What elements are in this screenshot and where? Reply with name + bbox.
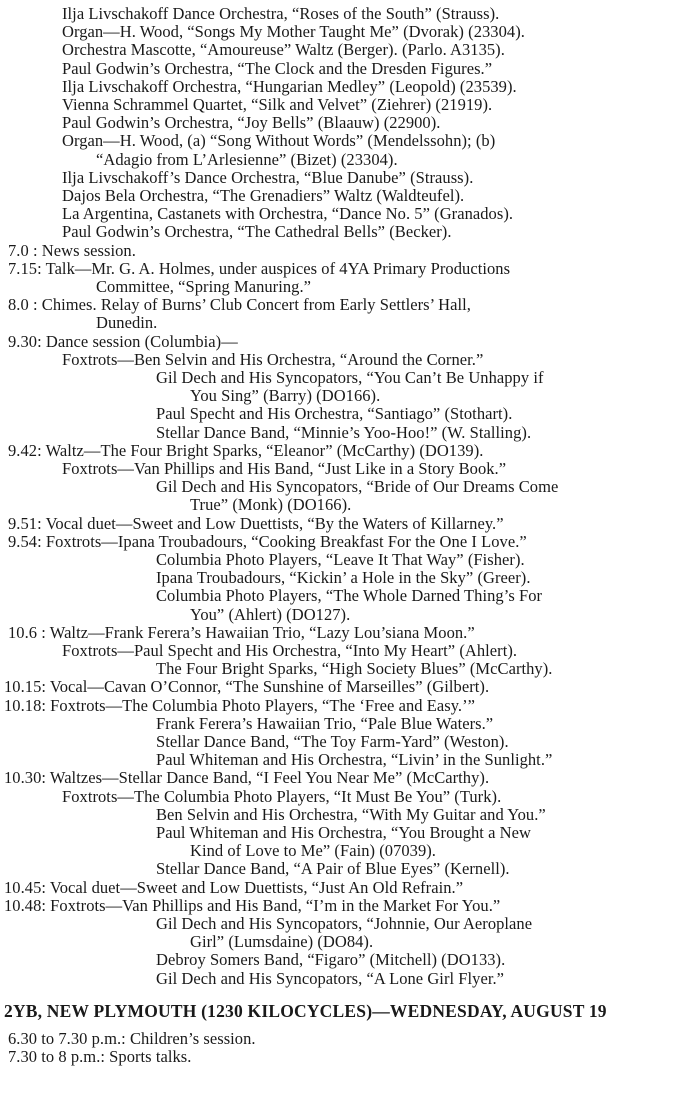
schedule-line: 10.18: Foxtrots—The Columbia Photo Players, “The ‘Free and Easy.’” [4, 695, 476, 715]
schedule-line: Paul Specht and His Orchestra, “Santiago” (Stothart). [156, 404, 513, 424]
schedule-line: Foxtrots—The Columbia Photo Players, “It Must Be You” (Turk). [62, 786, 502, 806]
schedule-line: Frank Ferera’s Hawaiian Trio, “Pale Blue Waters.” [156, 713, 494, 733]
schedule-line: Gil Dech and His Syncopators, “Bride of Our Dreams Come [156, 477, 559, 497]
programme-line: Ilja Livschakoff Dance Orchestra, “Roses of the South” (Strauss). [62, 4, 500, 23]
schedule-line: 10.15: Vocal—Cavan O’Connor, “The Sunshine of Marseilles” (Gilbert). [4, 677, 490, 697]
schedule-line: Dunedin. [96, 313, 158, 333]
schedule-line: 10.30: Waltzes—Stellar Dance Band, “I Feel You Near Me” (McCarthy). [4, 768, 490, 788]
schedule-line: Foxtrots—Paul Specht and His Orchestra, “Into My Heart” (Ahlert). [62, 641, 518, 660]
schedule-line: 9.42: Waltz—The Four Bright Sparks, “Eleanor” (McCarthy) (DO139). [8, 440, 484, 460]
schedule-line: Gil Dech and His Syncopators, “Johnnie, Our Aeroplane [156, 914, 533, 933]
schedule-line: Paul Whiteman and His Orchestra, “Livin’ in the Sunlight.” [156, 750, 553, 770]
schedule-line: 7.0 : News session. [8, 240, 136, 260]
schedule-line: Kind of Love to Me” (Fain) (07039). [190, 841, 436, 861]
programme-line: Paul Godwin’s Orchestra, “The Cathedral Bells” (Becker). [62, 222, 452, 242]
schedule-line: 9.54: Foxtrots—Ipana Troubadours, “Cooking Breakfast For the One I Love.” [8, 531, 527, 551]
schedule-line: Stellar Dance Band, “Minnie’s Yoo-Hoo!” (W. Stalling). [156, 422, 532, 442]
schedule-line: Girl” (Lumsdaine) (DO84). [190, 932, 374, 952]
schedule-line: The Four Bright Sparks, “High Society Blues” (McCarthy). [156, 659, 553, 679]
schedule-line: Paul Whiteman and His Orchestra, “You Brought a New [156, 823, 531, 842]
programme-line: Ilja Livschakoff Orchestra, “Hungarian Medley” (Leopold) (23539). [62, 76, 517, 96]
footer-line: 6.30 to 7.30 p.m.: Children’s session. [8, 1029, 256, 1048]
programme-line: Ilja Livschakoff’s Dance Orchestra, “Blue Danube” (Strauss). [62, 167, 474, 187]
schedule-line: 10.45: Vocal duet—Sweet and Low Duettists, “Just An Old Refrain.” [4, 877, 464, 897]
schedule-line: Columbia Photo Players, “The Whole Darned Thing’s For [156, 586, 543, 606]
schedule-line: Foxtrots—Ben Selvin and His Orchestra, “Around the Corner.” [62, 349, 484, 369]
programme-line: Paul Godwin’s Orchestra, “The Clock and the Dresden Figures.” [62, 58, 493, 78]
schedule-line: 10.48: Foxtrots—Van Phillips and His Band, “I’m in the Market For You.” [4, 895, 501, 915]
footer-line: 7.30 to 8 p.m.: Sports talks. [8, 1047, 192, 1067]
schedule-line: Gil Dech and His Syncopators, “You Can’t Be Unhappy if [156, 368, 544, 387]
schedule-line: 9.30: Dance session (Columbia)— [8, 331, 238, 351]
schedule-line: Stellar Dance Band, “A Pair of Blue Eyes” (Kernell). [156, 859, 510, 879]
programme-line: Paul Godwin’s Orchestra, “Joy Bells” (Blaauw) (22900). [62, 113, 441, 133]
programme-line: Organ—H. Wood, (a) “Song Without Words” (Mendelssohn); (b) [62, 131, 496, 151]
programme-line: “Adagio from L’Arlesienne” (Bizet) (23304). [96, 149, 398, 169]
schedule-line: 8.0 : Chimes. Relay of Burns’ Club Concert from Early Settlers’ Hall, [8, 295, 471, 315]
programme-line: Dajos Bela Orchestra, “The Grenadiers” Waltz (Waldteufel). [62, 186, 465, 205]
schedule-line: Ipana Troubadours, “Kickin’ a Hole in the Sky” (Greer). [156, 568, 531, 588]
schedule-line: 10.6 : Waltz—Frank Ferera’s Hawaiian Trio, “Lazy Lou’siana Moon.” [8, 622, 475, 642]
schedule-line: Gil Dech and His Syncopators, “A Lone Girl Flyer.” [156, 968, 505, 988]
schedule-line: You Sing” (Barry) (DO166). [190, 386, 381, 406]
schedule-line: Debroy Somers Band, “Figaro” (Mitchell) (DO133). [156, 950, 506, 970]
schedule-line: 7.15: Talk—Mr. G. A. Holmes, under auspices of 4YA Primary Productions [8, 258, 511, 278]
schedule-line: You” (Ahlert) (DO127). [190, 604, 351, 624]
schedule-line: True” (Monk) (DO166). [190, 495, 352, 515]
schedule-line: Columbia Photo Players, “Leave It That Way” (Fisher). [156, 550, 525, 569]
programme-line: La Argentina, Castanets with Orchestra, “Dance No. 5” (Granados). [62, 204, 514, 224]
schedule-line: 9.51: Vocal duet—Sweet and Low Duettists, “By the Waters of Killarney.” [8, 513, 504, 533]
schedule-line: Stellar Dance Band, “The Toy Farm-Yard” (Weston). [156, 732, 509, 751]
schedule-line: Committee, “Spring Manuring.” [96, 277, 311, 296]
schedule-line: Ben Selvin and His Orchestra, “With My Guitar and You.” [156, 804, 546, 824]
schedule-line: Foxtrots—Van Phillips and His Band, “Just Like in a Story Book.” [62, 459, 507, 478]
station-heading: 2YB, NEW PLYMOUTH (1230 KILOCYCLES)—WEDNESDAY, AUGUST 19 [4, 1000, 607, 1021]
programme-line: Organ—H. Wood, “Songs My Mother Taught Me” (Dvorak) (23304). [62, 22, 525, 42]
programme-line: Vienna Schrammel Quartet, “Silk and Velvet” (Ziehrer) (21919). [62, 95, 493, 114]
programme-line: Orchestra Mascotte, “Amoureuse” Waltz (Berger). (Parlo. A3135). [62, 40, 505, 60]
